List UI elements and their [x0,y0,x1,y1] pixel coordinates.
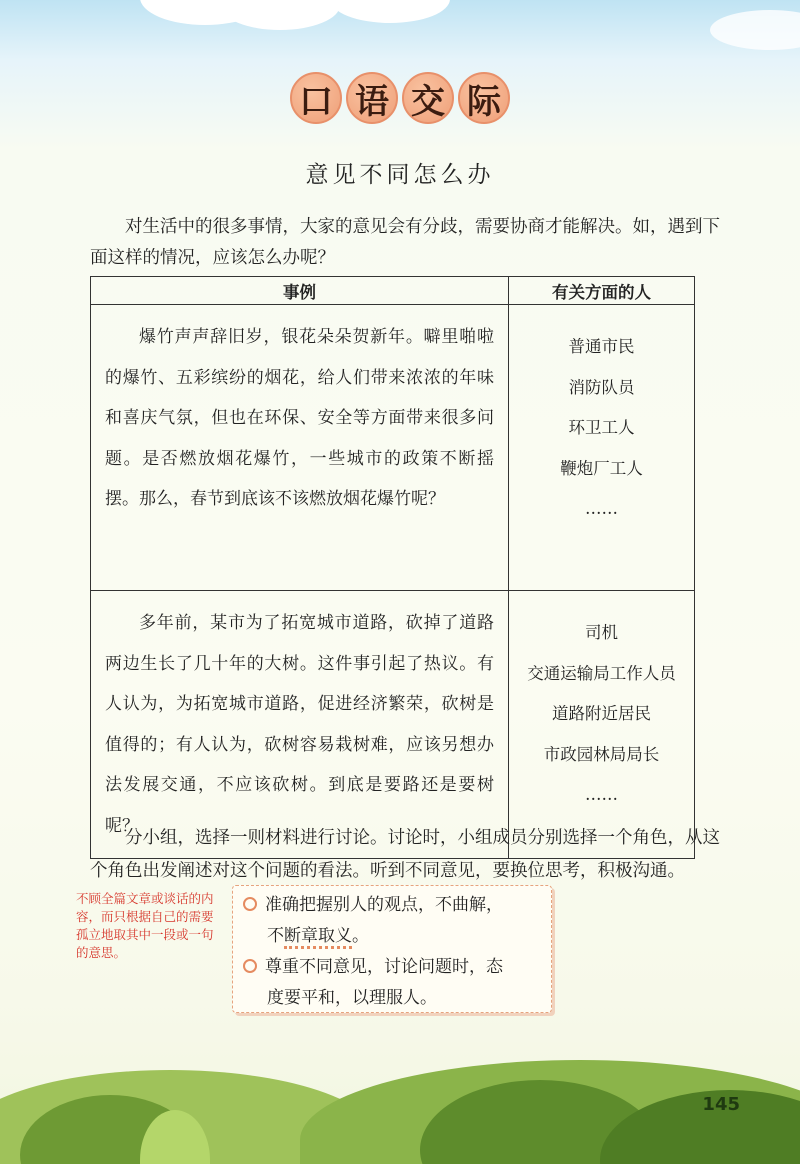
table-row [91,305,695,591]
instruction-paragraph: 分小组，选择一则材料进行讨论。讨论时，小组成员分别选择一个角色，从这个角色出发阐述对这个问题的看法。听到不同意见，要换位思考，积极沟通。 [90,828,720,881]
lesson-title [0,72,800,124]
tip-text: 度要平和，以理服人。 [267,988,437,1008]
circle-bullet-icon [243,897,257,911]
subtitle: 意见不同怎么办 [305,162,495,188]
title-char: 际 [458,72,510,124]
list-item: 市政园林局局长 [543,744,660,764]
list-item: 普通市民 [568,337,635,356]
intro-paragraph: 对生活中的很多事情，大家的意见会有分歧，需要协商才能解决。如，遇到下面这样的情况，应该怎么办呢？ [90,217,720,268]
sidenote-definition: 不顾全篇文章或谈话的内容，而只根据自己的需要孤立地取其中一段或一句的意思。 [76,891,214,960]
people-cell [509,305,695,591]
case-cell [91,305,509,591]
case-text-firecrackers: 爆竹声声辞旧岁，银花朵朵贺新年。噼里啪啦的爆竹、五彩缤纷的烟花，给人们带来浓浓的年味和喜庆气氛，但也在环保、安全等方面带来很多问题。是否燃放烟花爆竹，一些城市的政策不断摇摆。那么，春节到底该不该燃放烟花爆竹呢？ [105,327,494,509]
tip-text: 准确把握别人的观点，不曲解， [265,895,503,915]
list-item: …… [585,785,618,804]
page-number: 145 [702,1094,740,1115]
grass-hill-illustration [0,1040,800,1164]
list-item: 道路附近居民 [552,704,651,723]
tip-text: 尊重不同意见，讨论问题时，态 [265,957,503,977]
circle-bullet-icon [243,959,257,973]
title-char: 口 [290,72,342,124]
tip-item [243,952,543,1014]
tip-text: 不 [267,926,284,946]
case-cell [91,591,509,859]
highlighted-idiom: 断章取义 [284,926,352,949]
title-char: 语 [346,72,398,124]
list-item: 消防队员 [568,377,635,397]
list-item: …… [585,499,618,518]
case-text-trees: 多年前，某市为了拓宽城市道路，砍掉了道路两边生长了几十年的大树。这件事引起了热议。有人认为，为拓宽城市道路，促进经济繁荣，砍树是值得的；有人认为，砍树容易栽树难，应该另想办法发展交通，不应该砍树。到底是要路还是要树呢？ [105,613,494,836]
tip-item [243,890,543,952]
table-header-row [91,277,695,305]
list-item: 交通运输局工作人员 [527,663,676,683]
case-table [90,276,695,859]
table-row [91,591,695,859]
tips-card [232,885,552,1013]
list-item: 司机 [585,623,618,642]
title-char: 交 [402,72,454,124]
list-item: 鞭炮厂工人 [560,458,643,478]
header-people: 有关方面的人 [509,277,695,305]
people-list [509,591,694,816]
header-case: 事例 [91,277,509,305]
tip-text: 。 [352,926,369,946]
people-list [509,305,694,530]
people-cell [509,591,695,859]
list-item: 环卫工人 [568,418,635,437]
